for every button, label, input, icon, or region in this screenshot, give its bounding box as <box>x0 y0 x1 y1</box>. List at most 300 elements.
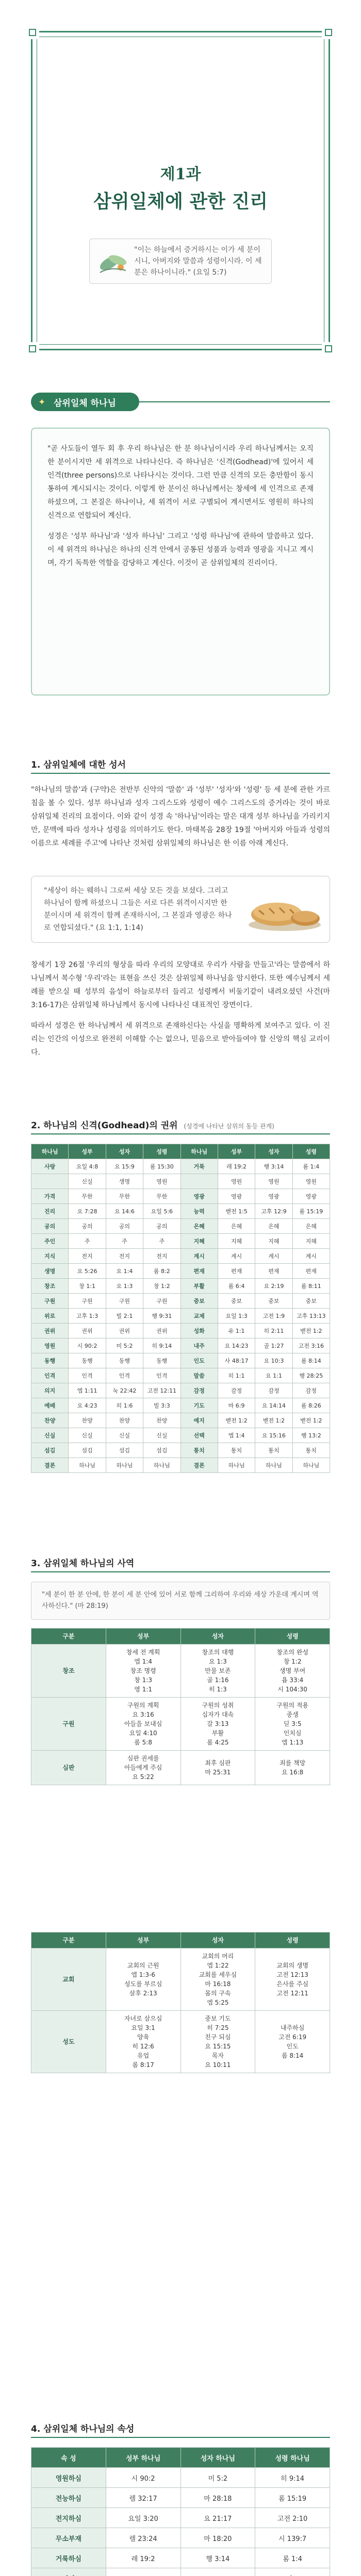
table-header-cell: 속 성 <box>31 2448 106 2468</box>
title-quote: "이는 하늘에서 증거하시는 이가 세 분이시니, 아버지와 말씀과 성령이시라. 이 세 분은 하나이니라." (요일 5:7) <box>134 246 262 277</box>
table-cell: 빌 3:3 <box>143 1398 180 1413</box>
table-cell: 인격 <box>69 1368 106 1383</box>
table-row <box>31 1338 330 1353</box>
intro-paragraph: 성경은 '성부 하나님'과 '성자 하나님' 그리고 '성령 하나님'에 관하여 말씀하고 있다. 이 세 위격의 하나님은 하나의 신격 안에서 공통된 성품과 능력과 영광을 지니고 계시며, 각기 독특한 역할을 감당하고 계신다. 이것이 곧 삼위일체의 진리이다. <box>47 532 314 567</box>
table-row <box>31 1698 330 1751</box>
table-cell: 히 9:14 <box>255 2468 330 2488</box>
table-cell: 계시 <box>255 1249 292 1264</box>
table-cell: 동행 <box>69 1353 106 1368</box>
table-cell: 편재 <box>180 1264 218 1279</box>
table-cell: 권위 <box>106 1324 143 1338</box>
table-cell: 지식 <box>31 1249 69 1264</box>
properties-table-wrap <box>31 2447 330 2576</box>
table-cell: 주 <box>69 1234 106 1249</box>
section-1-quote-card <box>31 876 330 943</box>
table-cell: 하나님 <box>292 1458 330 1473</box>
table-cell: 벧전 1:2 <box>292 1324 330 1338</box>
table-row <box>31 1309 330 1324</box>
chapter-number: 제1과 <box>160 165 201 183</box>
section-title: 삼위일체에 대한 성서 <box>43 760 126 770</box>
table-cell: 권위 <box>69 1324 106 1338</box>
table-cell: 벧전 1:5 <box>218 1204 255 1219</box>
table-cell: 롬 8:26 <box>292 1398 330 1413</box>
section-title: 삼위일체 하나님의 사역 <box>43 1558 135 1569</box>
table-cell: 인격 <box>143 1368 180 1383</box>
table-row <box>31 1398 330 1413</box>
table-cell: 하나님 <box>255 1458 292 1473</box>
table-row <box>31 1159 330 1174</box>
section-rule <box>31 773 330 774</box>
table-cell: 고후 1:3 <box>69 1309 106 1324</box>
table-cell: 히 1:6 <box>106 1398 143 1413</box>
table-cell: 영원 <box>218 1174 255 1189</box>
table-cell: 주 <box>106 1234 143 1249</box>
table-cell: 위로 <box>31 1309 69 1324</box>
table-cell: 요 4:23 <box>69 1398 106 1413</box>
table-cell: 통치 <box>218 1443 255 1458</box>
table-cell: 구원의 계획 요 3:16 아들을 보내심 요일 4:10 롬 5:8 <box>106 1698 180 1751</box>
table-row <box>31 1279 330 1294</box>
table-cell: 결론 <box>180 1458 218 1473</box>
table-cell: 요 14:14 <box>255 1398 292 1413</box>
table-cell: 행 3:14 <box>180 2548 255 2568</box>
section-1-heading <box>31 757 126 770</box>
table-cell: 공의 <box>143 1219 180 1234</box>
table-cell: 신실 <box>106 1428 143 1443</box>
table-header-cell: 성자 하나님 <box>180 2448 255 2468</box>
table-cell: 생명 <box>106 1174 143 1189</box>
section-title: 하나님의 신격(Godhead)의 권위 <box>43 1121 178 1131</box>
table-header-cell: 성자 <box>255 1144 292 1159</box>
table-row <box>31 2548 330 2568</box>
table-cell: 구원 <box>143 1294 180 1309</box>
table-cell: 감정 <box>292 1383 330 1398</box>
table-row <box>31 2568 330 2576</box>
table-cell: 찬양 <box>106 1413 143 1428</box>
table-cell: 히 9:14 <box>143 1338 180 1353</box>
table-cell: 계시 <box>180 1249 218 1264</box>
works-table-2 <box>31 1932 330 2073</box>
table-cell: 요일 5:6 <box>143 1204 180 1219</box>
table-cell: 중보 기도 히 7:25 친구 되심 요 15:15 목자 요 10:11 <box>180 2011 255 2073</box>
table-cell: 선택 <box>180 1428 218 1443</box>
table-header-cell: 구분 <box>31 1629 106 1645</box>
table-cell: 시 90:2 <box>69 1338 106 1353</box>
table-cell: 엡 1:4 <box>218 1428 255 1443</box>
table-cell: 감정 <box>255 1383 292 1398</box>
table-cell: 롬 1:4 <box>292 1159 330 1174</box>
table-cell: 유 1:1 <box>218 1324 255 1338</box>
table-cell: 은혜 <box>218 1219 255 1234</box>
table-row <box>31 1443 330 1458</box>
table-cell: 눅 22:42 <box>106 1383 143 1398</box>
table-cell: 무소부재 <box>31 2528 106 2548</box>
table-cell: 고전 2:10 <box>255 2508 330 2528</box>
frame-corner-ornament <box>26 26 39 39</box>
table-cell: 구원 <box>106 1294 143 1309</box>
table-header-cell: 성자 <box>106 1144 143 1159</box>
star-icon: ✦ <box>38 397 46 408</box>
table-cell: 영원 <box>31 1338 69 1353</box>
table-row <box>31 1645 330 1698</box>
section-number: 3. <box>31 1558 41 1569</box>
intro-paragraph: "곧 사도들이 열두 회 후 우리 하나님은 한 분 하나님이시라 우리 하나님께서는 오직 한 분이시지만 세 위격으로 나타나신다. 즉 하나님은 '신격(Godhead)'에 있어서 세 인격(three persons)으로 나타나시는 것이다. 그런 만큼 신격의 모든 충만함이 동시 통하여 계시되시는 것이다. 이렇게 한 분이신 하나님께서는 창세에 세 인격으로 존재하셨으며, 그 본질은 하나이나, 세 위격이 서로 구별되어 계시면서도 영원히 하나의 신격으로 연합되어 계신다. <box>47 445 314 520</box>
works-table-2-wrap <box>31 1932 330 2073</box>
table-cell: 미 5:2 <box>180 2468 255 2488</box>
chapter-title: 삼위일체에 관한 진리 <box>93 191 268 212</box>
table-row <box>31 1174 330 1189</box>
table-cell <box>31 1174 69 1189</box>
table-cell: 구원 <box>69 1294 106 1309</box>
table-cell: 레 19:2 <box>106 2548 180 2568</box>
table-cell: 지혜 <box>218 1234 255 1249</box>
table-cell: 요 7:28 <box>69 1204 106 1219</box>
section-2-heading <box>31 1118 274 1131</box>
table-cell: 전지 <box>69 1249 106 1264</box>
table-cell: 공의 <box>106 1219 143 1234</box>
table-row <box>31 1458 330 1473</box>
table-cell: 히 2:11 <box>255 1324 292 1338</box>
table-header-cell: 성부 <box>69 1144 106 1159</box>
table-row <box>31 2488 330 2508</box>
table-cell <box>255 2568 330 2576</box>
table-cell: 권위 <box>31 1324 69 1338</box>
table-cell: 최후 심판 마 25:31 <box>180 1751 255 1785</box>
table-cell: 영광 <box>292 1189 330 1204</box>
table-cell: 내주하심 고전 6:19 인도 롬 8:14 <box>255 2011 330 2073</box>
table-cell: 신실 <box>69 1174 106 1189</box>
leaf-icon <box>95 246 131 277</box>
table-cell: 창세 전 계획 엡 1:4 창조 명령 창 1:3 영 1:1 <box>106 1645 180 1698</box>
table-cell: 행 28:25 <box>292 1368 330 1383</box>
table-cell: 렘 23:24 <box>106 2528 180 2548</box>
title-frame <box>31 31 330 350</box>
table-cell: 예지 <box>180 1413 218 1428</box>
table-cell: 하나님 <box>69 1458 106 1473</box>
table-cell: 구원의 적용 중생 딛 3:5 인치심 엡 1:13 <box>255 1698 330 1751</box>
table-cell: 죄를 책망 요 16:8 <box>255 1751 330 1785</box>
table-cell: 찬양 <box>31 1413 69 1428</box>
table-cell: 영원 <box>143 1174 180 1189</box>
table-cell: 요일 3:20 <box>106 2508 180 2528</box>
table-cell: 구원 <box>31 1698 106 1751</box>
table-cell: 고전 3:16 <box>292 1338 330 1353</box>
table-cell: 심판 <box>31 1751 106 1785</box>
table-cell: 동행 <box>143 1353 180 1368</box>
table-cell: 창조 <box>31 1279 69 1294</box>
table-cell: 고후 13:13 <box>292 1309 330 1324</box>
table-cell: 지혜 <box>292 1234 330 1249</box>
table-row <box>31 1324 330 1338</box>
table-cell: 능력 <box>180 1204 218 1219</box>
table-cell: 롬 8:11 <box>292 1279 330 1294</box>
table-cell: 은혜 <box>180 1219 218 1234</box>
table-cell: 계시 <box>218 1249 255 1264</box>
table-cell: 전지 <box>106 1249 143 1264</box>
table-cell: 내주 <box>180 1338 218 1353</box>
section-subtitle: (성경에 나타난 삼위의 동등 관계) <box>184 1123 274 1130</box>
table-cell: 전지 <box>143 1249 180 1264</box>
table-cell: 공의 <box>31 1219 69 1234</box>
table-cell: 롬 1:4 <box>255 2548 330 2568</box>
table-cell: 섬김 <box>69 1443 106 1458</box>
table-cell: 롬 15:19 <box>292 1204 330 1219</box>
table-cell: 동행 <box>106 1353 143 1368</box>
intro-box <box>31 428 330 696</box>
table-row <box>31 1368 330 1383</box>
table-cell: 하나님 <box>143 1458 180 1473</box>
table-header-cell: 성령 <box>255 1629 330 1645</box>
attributes-table <box>31 1144 330 1473</box>
table-cell: 교회의 근원 엡 1:3-6 성도를 부르심 살후 2:13 <box>106 1948 180 2011</box>
table-header-cell: 성부 하나님 <box>106 2448 180 2468</box>
table-cell: 말씀 <box>180 1368 218 1383</box>
title-quote-box <box>89 239 272 284</box>
table-cell: 자녀로 삼으심 요일 3:1 양육 히 12:6 유업 롬 8:17 <box>106 2011 180 2073</box>
table-cell: 무한 <box>106 1189 143 1204</box>
table-cell: 고전 1:9 <box>255 1309 292 1324</box>
table-cell: 진리 <box>31 1204 69 1219</box>
table-cell: 감정 <box>180 1383 218 1398</box>
section-banner <box>31 392 330 412</box>
table-cell: 행 9:31 <box>143 1309 180 1324</box>
table-cell: 요 15:9 <box>106 1159 143 1174</box>
section-1-body-after <box>31 958 330 1066</box>
section-4-heading <box>31 2421 134 2434</box>
body-paragraph: 따라서 성경은 한 하나님께서 세 위격으로 존재하신다는 사실을 명확하게 보여주고 있다. 이 진리는 인간의 이성으로 완전히 이해할 수는 없으나, 믿음으로 받아들여야 할 신앙의 핵심 교리이다. <box>31 1022 330 1057</box>
table-row <box>31 1189 330 1204</box>
table-cell: 통치 <box>292 1443 330 1458</box>
table-row <box>31 1234 330 1249</box>
table-cell: 요일 4:8 <box>69 1159 106 1174</box>
table-header-cell: 성령 <box>292 1144 330 1159</box>
table-cell: 교제 <box>180 1309 218 1324</box>
table-cell: 요 15:16 <box>255 1428 292 1443</box>
table-row <box>31 1428 330 1443</box>
table-cell: 편재 <box>292 1264 330 1279</box>
table-cell: 히 1:1 <box>218 1368 255 1383</box>
table-cell: 창 1:1 <box>69 1279 106 1294</box>
table-cell: 찬양 <box>69 1413 106 1428</box>
table-row <box>31 1264 330 1279</box>
table-cell <box>180 2568 255 2576</box>
table-cell: 인도 <box>180 1353 218 1368</box>
table-cell: 구원의 성취 십자가 대속 갈 3:13 부활 롬 4:25 <box>180 1698 255 1751</box>
table-cell: 롬 15:19 <box>255 2488 330 2508</box>
table-cell: 동행 <box>31 1353 69 1368</box>
table-header-cell: 하나님 <box>31 1144 69 1159</box>
table-cell: 창조의 완성 창 1:2 생명 부여 욥 33:4 시 104:30 <box>255 1645 330 1698</box>
table-cell: 중보 <box>218 1294 255 1309</box>
table-row <box>31 1413 330 1428</box>
table-cell: 벧전 1:2 <box>292 1413 330 1428</box>
table-cell: 성화 <box>180 1324 218 1338</box>
table-cell: 요 14:23 <box>218 1338 255 1353</box>
table-cell: 전능하심 <box>31 2488 106 2508</box>
table-header-cell: 성령 <box>255 1933 330 1948</box>
table-cell: 요 1:4 <box>106 1264 143 1279</box>
section-3-verse: "세 분이 한 분 안에, 한 분이 세 분 안에 있어 서로 함께 그리하여 우리와 세상 가운데 계시며 역사하신다." (마 28:19) <box>31 1582 330 1620</box>
table-cell: 심판 권세를 아들에게 주심 요 5:22 <box>106 1751 180 1785</box>
section-1-body <box>31 783 330 857</box>
table-cell: 영원 <box>292 1174 330 1189</box>
table-cell: 주 <box>143 1234 180 1249</box>
table-cell: 중보 <box>255 1294 292 1309</box>
table-cell: 요 21:17 <box>180 2508 255 2528</box>
table-cell: 창조의 대행 요 1:3 만물 보존 골 1:16 히 1:3 <box>180 1645 255 1698</box>
table-cell: 교회 <box>31 1948 106 2011</box>
table-cell: 요 14:6 <box>106 1204 143 1219</box>
table-cell <box>180 1174 218 1189</box>
works-table-1 <box>31 1628 330 1785</box>
table-cell: 하나님 <box>218 1458 255 1473</box>
table-cell: 마 28:18 <box>180 2488 255 2508</box>
table-cell: 전지하심 <box>31 2508 106 2528</box>
table-cell: 교회의 생명 고전 12:13 은사를 주심 고전 12:11 <box>255 1948 330 2011</box>
table-header-cell: 성부 <box>218 1144 255 1159</box>
table-cell: 편재 <box>255 1264 292 1279</box>
table-cell: 고전 12:11 <box>143 1383 180 1398</box>
table-cell: 통치 <box>180 1443 218 1458</box>
table-row <box>31 1294 330 1309</box>
table-cell: 교회의 머리 엡 1:22 교회를 세우심 마 16:18 몸의 구속 엡 5:25 <box>180 1948 255 2011</box>
table-cell: 주인 <box>31 1234 69 1249</box>
table-cell: 벧전 1:2 <box>218 1413 255 1428</box>
table-cell: 섬김 <box>106 1443 143 1458</box>
table-header-cell: 성령 하나님 <box>255 2448 330 2468</box>
properties-table <box>31 2447 330 2576</box>
table-cell: 롬 8:14 <box>292 1353 330 1368</box>
table-cell: 지혜 <box>255 1234 292 1249</box>
table-cell: 은혜 <box>255 1219 292 1234</box>
section-number: 4. <box>31 2424 41 2434</box>
table-row <box>31 1353 330 1368</box>
table-cell: 벧전 1:2 <box>255 1413 292 1428</box>
table-cell: 영원 <box>255 1174 292 1189</box>
section-rule <box>31 1133 330 1134</box>
table-cell: 중보 <box>292 1294 330 1309</box>
table-cell: 예배 <box>31 1398 69 1413</box>
table-cell: 구원 <box>31 1294 69 1309</box>
table-cell: 빌 2:1 <box>106 1309 143 1324</box>
table-cell: 마 6:9 <box>218 1398 255 1413</box>
table-cell: 하나님 <box>106 1458 143 1473</box>
table-cell: 거룩 <box>180 1159 218 1174</box>
table-cell: 은혜 <box>292 1219 330 1234</box>
table-header-cell: 성부 <box>106 1933 180 1948</box>
frame-corner-ornament <box>322 26 335 39</box>
table-cell: 기도 <box>180 1398 218 1413</box>
table-cell: 공의 <box>69 1219 106 1234</box>
table-cell: 롬 8:2 <box>143 1264 180 1279</box>
table-cell: 계시 <box>292 1249 330 1264</box>
table-cell: 롬 15:30 <box>143 1159 180 1174</box>
body-paragraph: "하나님의 말씀'과 (구약)은 전반부 신약의 '말씀' 과 '성부' '성자'와 '성령' 등 세 분에 관한 가르침을 볼 수 있다. 성부 하나님과 성자 그리스도와 성령이 예수 그리스도의 증거라는 것이 바로 삼위일체 진리의 요점이다. 이와 같이 성경 속 '하나님'이라는 말은 대개 성부 하나님을 가리키지만, 문맥에 따라 성자나 성령을 의미하기도 한다. 마태복음 28장 19절 '아버지와 아들과 성령의 이름으로 세례를 주고'에 나타난 것처럼 삼위일체의 하나님은 한 이름 아래 계신다. <box>31 786 330 848</box>
table-cell: 신실 <box>143 1428 180 1443</box>
table-cell: 무한 <box>69 1189 106 1204</box>
table-cell: 무한 <box>143 1189 180 1204</box>
table-cell: 마 18:20 <box>180 2528 255 2548</box>
table-cell: 행 13:2 <box>292 1428 330 1443</box>
table-cell: 신실 <box>31 1428 69 1443</box>
table-cell: 영광 <box>255 1189 292 1204</box>
section-number: 1. <box>31 760 41 770</box>
table-cell: 성도 <box>31 2011 106 2073</box>
table-cell: 편재 <box>218 1264 255 1279</box>
table-cell: 렘 32:17 <box>106 2488 180 2508</box>
table-cell: 요 10:3 <box>255 1353 292 1368</box>
table-cell: 지혜 <box>180 1234 218 1249</box>
section-3-heading <box>31 1556 134 1569</box>
table-header-cell: 성자 <box>180 1933 255 1948</box>
table-cell: 섬김 <box>143 1443 180 1458</box>
table-row <box>31 2011 330 2073</box>
table-cell: 사랑 <box>31 1159 69 1174</box>
section-title: 삼위일체 하나님의 속성 <box>43 2424 135 2434</box>
table-cell: 사 48:17 <box>218 1353 255 1368</box>
banner-label <box>31 393 139 411</box>
table-cell: 레 19:2 <box>218 1159 255 1174</box>
table-row <box>31 1204 330 1219</box>
table-cell: 중보 <box>180 1294 218 1309</box>
table-row <box>31 1249 330 1264</box>
table-cell: 행 3:14 <box>255 1159 292 1174</box>
table-cell: 영광 <box>218 1189 255 1204</box>
table-cell: 통치 <box>255 1443 292 1458</box>
table-cell: 창 1:2 <box>143 1279 180 1294</box>
quote-text: "세상이 하는 웨하니 그로써 세상 모든 것을 보셨다. 그리고 하나님이 함께 하셨으니 그들은 서로 다른 위격이시지만 한 분이시며 세 위격이 함께 존재하시어, 그 본질과 영광은 하나로 연합되셨다." (요 1:1, 1:14) <box>44 887 232 932</box>
table-row <box>31 1219 330 1234</box>
table-cell: 요 5:26 <box>69 1264 106 1279</box>
table-header-cell: 하나님 <box>180 1144 218 1159</box>
table-row <box>31 2508 330 2528</box>
table-row <box>31 1751 330 1785</box>
bread-illustration-icon <box>246 884 323 935</box>
table-cell: 생명 <box>31 1264 69 1279</box>
table-cell: 가격 <box>31 1189 69 1204</box>
section-rule <box>31 2437 330 2438</box>
table-row <box>31 1383 330 1398</box>
frame-corner-ornament <box>322 342 335 355</box>
table-cell: 시 139:7 <box>255 2528 330 2548</box>
table-cell: 결론 <box>31 1458 69 1473</box>
body-paragraph: 창세기 1장 26절 '우리의 형상을 따라 우리의 모양대로 우리가 사람을 만들고'라는 말씀에서 하나님께서 복수형 '우리'라는 표현을 쓰신 것은 삼위일체 하나님을 암시한다. 또한 예수님께서 세례를 받으실 때 성부의 음성이 하늘로부터 들리고 성령께서 비둘기같이 내려오셨던 사건(마 3:16-17)은 삼위일체 하나님께서 동시에 나타나신 대표적인 장면이다. <box>31 961 330 1009</box>
table-cell: 영광 <box>180 1189 218 1204</box>
table-cell: 인격 <box>31 1368 69 1383</box>
table-header-cell: 구분 <box>31 1933 106 1948</box>
table-cell: 권위 <box>143 1324 180 1338</box>
table-cell <box>31 2568 106 2576</box>
table-cell: 부활 <box>180 1279 218 1294</box>
table-cell: 롬 6:4 <box>218 1279 255 1294</box>
table-cell: 감정 <box>218 1383 255 1398</box>
table-cell: 의지 <box>31 1383 69 1398</box>
table-cell: 요 1:3 <box>106 1279 143 1294</box>
table-header-cell: 성자 <box>180 1629 255 1645</box>
table-cell: 인격 <box>106 1368 143 1383</box>
table-header-cell: 성령 <box>143 1144 180 1159</box>
table-cell: 섬김 <box>31 1443 69 1458</box>
table-cell: 신실 <box>69 1428 106 1443</box>
table-row <box>31 2468 330 2488</box>
section-rule <box>31 1571 330 1572</box>
table-cell: 찬양 <box>143 1413 180 1428</box>
section-number: 2. <box>31 1121 41 1131</box>
banner-text: 삼위일체 하나님 <box>54 398 116 409</box>
frame-corner-ornament <box>26 342 39 355</box>
attributes-table-wrap <box>31 1144 330 1473</box>
table-cell: 엡 1:11 <box>69 1383 106 1398</box>
